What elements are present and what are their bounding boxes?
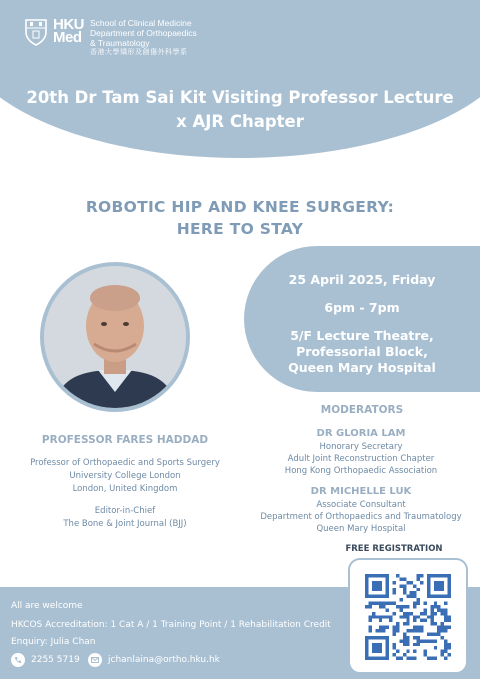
lecture-title [0, 196, 480, 240]
speaker-name: PROFESSOR FARES HADDAD [41, 434, 209, 446]
venue-line2: Professorial Block, [296, 344, 428, 359]
crest-icon [24, 18, 48, 46]
welcome-text: All are welcome [11, 601, 83, 611]
speaker-role: Editor-in-Chief [94, 506, 156, 516]
moderator-2-name: DR MICHELLE LUK [310, 486, 412, 497]
title-line1: 20th Dr Tam Sai Kit Visiting Professor Lecture [26, 88, 454, 107]
moderator-2-line2: Department of Orthopaedics and Traumatology [260, 512, 462, 522]
speaker-photo [40, 262, 190, 412]
enquiry-text: Enquiry: Julia Chan [11, 637, 96, 647]
speaker-title: Professor of Orthopaedic and Sports Surgery [30, 458, 220, 468]
speaker-location: London, United Kingdom [72, 484, 178, 494]
event-date: 25 April 2025, Friday [288, 272, 436, 287]
logo-school: School of Clinical Medicine [90, 18, 192, 28]
venue-line3: Queen Mary Hospital [288, 360, 436, 375]
title-line2: x AJR Chapter [176, 112, 304, 131]
free-registration-label: FREE REGISTRATION [345, 544, 443, 554]
email-contact[interactable] [88, 653, 220, 667]
moderator-2-line1: Associate Consultant [316, 500, 406, 510]
logo-chinese-name: 香港大學矯形及創傷外科學系 [90, 49, 188, 56]
logo-dept-line2: & Traumatology [90, 38, 150, 48]
moderator-2-line3: Queen Mary Hospital [316, 524, 406, 534]
speaker-institution: University College London [69, 471, 181, 481]
page-title [0, 86, 480, 134]
logo-dept-line1: Department of Orthopaedics [90, 28, 197, 38]
phone-icon [11, 653, 25, 667]
moderator-1-line3: Hong Kong Orthopaedic Association [284, 466, 438, 476]
moderator-1-line1: Honorary Secretary [319, 442, 403, 452]
email-icon [88, 653, 102, 667]
phone-number: 2255 5719 [31, 655, 80, 665]
logo-med-text: Med [53, 29, 82, 46]
hku-med-logo [24, 18, 197, 58]
logo-hku-text: HKU [53, 16, 84, 33]
accreditation-text: HKCOS Accreditation: 1 Cat A / 1 Training Point / 1 Rehabilitation Credit [11, 620, 331, 630]
moderator-1-line2: Adult Joint Reconstruction Chapter [287, 454, 435, 464]
phone-contact [11, 653, 80, 667]
venue-line1: 5/F Lecture Theatre, [290, 328, 434, 343]
moderator-1-name: DR GLORIA LAM [316, 428, 406, 439]
lecture-title-line1: ROBOTIC HIP AND KNEE SURGERY: [85, 198, 395, 216]
speaker-journal: The Bone & Joint Journal (BJJ) [63, 519, 187, 529]
email-address[interactable]: jchanlaina@ortho.hku.hk [108, 655, 220, 665]
lecture-title-line2: HERE TO STAY [176, 220, 304, 238]
qr-code[interactable] [364, 574, 452, 660]
event-time: 6pm - 7pm [324, 300, 400, 315]
moderators-heading: MODERATORS [320, 404, 404, 416]
